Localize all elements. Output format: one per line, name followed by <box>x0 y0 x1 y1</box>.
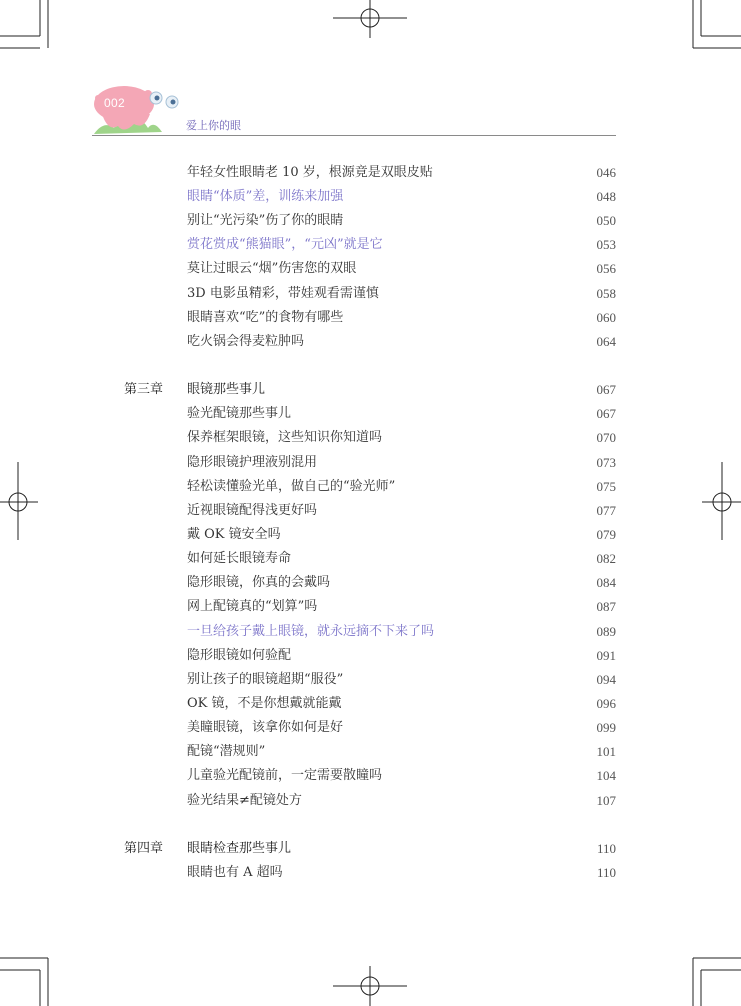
toc-entry[interactable] <box>0 163 741 183</box>
toc-entry-page: 104 <box>596 768 616 783</box>
toc-entry[interactable] <box>0 646 741 666</box>
toc-entry-page: 077 <box>596 503 616 518</box>
toc-entry-page: 079 <box>596 527 616 542</box>
chapter-title: 眼镜那些事儿 <box>187 382 266 397</box>
toc-entry-title: 赏花赏成“熊猫眼”，“元凶”就是它 <box>187 237 383 252</box>
chapter-title: 眼睛检查那些事儿 <box>187 841 292 856</box>
toc-entry-title: 网上配镜真的“划算”吗 <box>187 599 318 614</box>
toc-entry[interactable] <box>0 187 741 207</box>
toc-entry-page: 060 <box>596 310 616 325</box>
toc-entry[interactable] <box>0 404 741 424</box>
toc-entry-page: 058 <box>596 286 616 301</box>
toc-entry[interactable] <box>0 694 741 714</box>
toc-entry-page: 101 <box>596 744 616 759</box>
toc-entry-page: 048 <box>596 189 616 204</box>
toc-chapter[interactable] <box>0 380 741 400</box>
toc-entry-title: 眼睛也有 A 超吗 <box>187 865 283 880</box>
toc-entry[interactable] <box>0 501 741 521</box>
toc-entry-title: 年轻女性眼睛老 10 岁，根源竟是双眼皮贴 <box>187 165 433 180</box>
toc-entry-page: 064 <box>596 334 616 349</box>
toc-entry-title: 验光配镜那些事儿 <box>187 406 292 421</box>
toc-entry-title: 戴 OK 镜安全吗 <box>187 527 281 542</box>
chapter-number: 第三章 <box>124 382 164 397</box>
toc-entry[interactable] <box>0 597 741 617</box>
toc-entry-page: 089 <box>596 624 616 639</box>
toc-entry-title: 眼睛喜欢“吃”的食物有哪些 <box>187 310 344 325</box>
toc-entry-page: 070 <box>596 430 616 445</box>
toc-entry[interactable] <box>0 525 741 545</box>
header-divider <box>92 135 616 136</box>
header-mascot-illustration <box>90 84 616 138</box>
toc-entry-title: 吃火锅会得麦粒肿吗 <box>187 334 305 349</box>
toc-entry-title: 近视眼镜配得浅更好吗 <box>187 503 318 518</box>
toc-entry-page: 075 <box>596 479 616 494</box>
toc-entry-page: 046 <box>596 165 616 180</box>
toc-entry-title: 莫让过眼云“烟”伤害您的双眼 <box>187 261 357 276</box>
toc-entry-title: 别让孩子的眼镜超期“服役” <box>187 672 344 687</box>
toc-entry-title: 验光结果≠配镜处方 <box>187 793 302 808</box>
toc-entry-page: 096 <box>596 696 616 711</box>
toc-entry-title: 如何延长眼镜寿命 <box>187 551 292 566</box>
toc-entry[interactable] <box>0 284 741 304</box>
toc-chapter[interactable] <box>0 839 741 859</box>
chapter-number: 第四章 <box>124 841 164 856</box>
toc-entry-page: 110 <box>596 865 616 880</box>
toc-entry-page: 082 <box>596 551 616 566</box>
toc-entry-page: 099 <box>596 720 616 735</box>
toc-entry[interactable] <box>0 453 741 473</box>
toc-entry[interactable] <box>0 428 741 448</box>
toc-entry[interactable] <box>0 259 741 279</box>
toc-entry-page: 091 <box>596 648 616 663</box>
toc-entry[interactable] <box>0 235 741 255</box>
toc-entry[interactable] <box>0 332 741 352</box>
toc-entry-title: 保养框架眼镜，这些知识你知道吗 <box>187 430 383 445</box>
toc-entry-title: 隐形眼镜如何验配 <box>187 648 292 663</box>
chapter-page: 110 <box>596 841 616 856</box>
toc-entry-title: 隐形眼镜护理液别混用 <box>187 455 318 470</box>
toc-entry-title: 儿童验光配镜前，一定需要散瞳吗 <box>187 768 383 783</box>
toc-entry[interactable] <box>0 863 741 883</box>
chapter-page: 067 <box>596 382 616 397</box>
toc-entry-page: 107 <box>596 793 616 808</box>
toc-entry-page: 067 <box>596 406 616 421</box>
toc-entry-page: 073 <box>596 455 616 470</box>
toc-entry[interactable] <box>0 622 741 642</box>
toc-entry[interactable] <box>0 477 741 497</box>
toc-entry[interactable] <box>0 211 741 231</box>
toc-entry[interactable] <box>0 308 741 328</box>
toc-entry-page: 050 <box>596 213 616 228</box>
toc-entry-title: 一旦给孩子戴上眼镜，就永远摘不下来了吗 <box>187 624 435 639</box>
running-header-title: 爱上你的眼 <box>186 119 241 132</box>
toc-entry[interactable] <box>0 670 741 690</box>
toc-entry-title: OK 镜，不是你想戴就能戴 <box>187 696 342 711</box>
toc-entry[interactable] <box>0 791 741 811</box>
toc-entry-title: 3D 电影虽精彩，带娃观看需谨慎 <box>187 286 379 301</box>
toc-entry-title: 美瞳眼镜，该拿你如何是好 <box>187 720 344 735</box>
toc-entry-page: 087 <box>596 599 616 614</box>
toc-entry-title: 别让“光污染”伤了你的眼睛 <box>187 213 344 228</box>
toc-entry[interactable] <box>0 573 741 593</box>
page-number: 002 <box>104 96 125 110</box>
toc-entry-title: 隐形眼镜，你真的会戴吗 <box>187 575 331 590</box>
toc-entry-page: 084 <box>596 575 616 590</box>
toc-entry[interactable] <box>0 742 741 762</box>
toc-entry[interactable] <box>0 549 741 569</box>
toc-entry-page: 053 <box>596 237 616 252</box>
toc-entry-title: 眼睛“体质”差，训练来加强 <box>187 189 344 204</box>
toc-entry[interactable] <box>0 766 741 786</box>
toc-entry-page: 056 <box>596 261 616 276</box>
toc-entry-title: 轻松读懂验光单，做自己的“验光师” <box>187 479 396 494</box>
toc-entry-page: 094 <box>596 672 616 687</box>
toc-entry[interactable] <box>0 718 741 738</box>
toc-entry-title: 配镜“潜规则” <box>187 744 266 759</box>
